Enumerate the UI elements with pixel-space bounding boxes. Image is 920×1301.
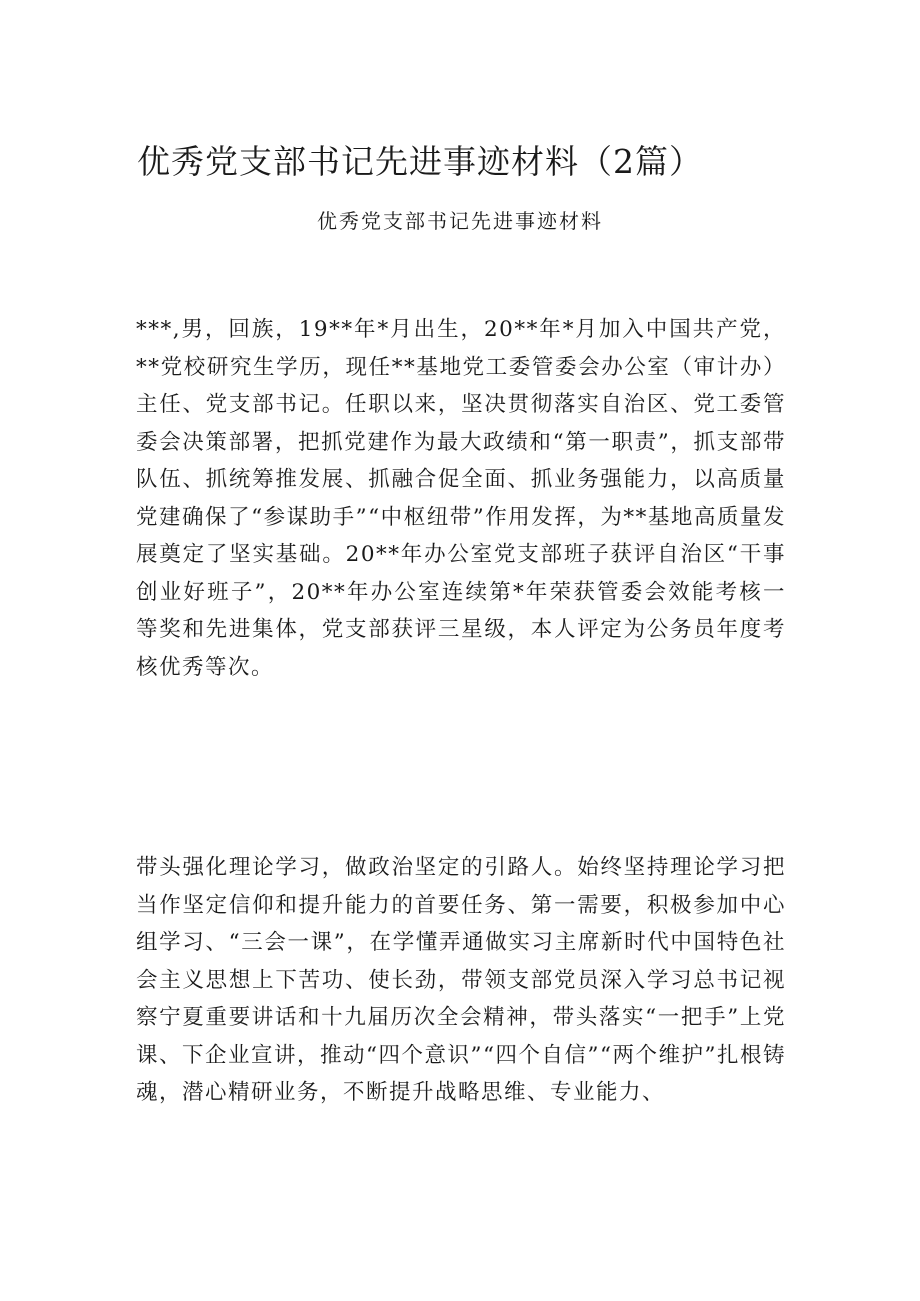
document-subtitle: 优秀党支部书记先进事迹材料 [317, 209, 603, 233]
body-paragraph: ***,男，回族，19**年*月出生，20**年*月加入中国共产党，**党校研究生学历，现任**基地党工委管委会办公室（审计办）主任、党支部书记。任职以来，坚决贯彻落实自治区、党工委管委会决策部署，把抓党建作为最大政绩和“第一职责”，抓支部带队伍、抓统筹推发展、抓融合促全面、抓业务强能力，以高质量党建确保了“参谋助手”“中枢纽带”作用发挥，为**基地高质量发展奠定了坚实基础。20**年办公室党支部班子获评自治区“干事创业好班子”，20**年办公室连续第*年荣获管委会效能考核一等奖和先进集体，党支部获评三星级，本人评定为公务员年度考核优秀等次。 [136, 317, 786, 680]
document-title: 优秀党支部书记先进事迹材料（2篇） [137, 142, 703, 181]
body-paragraph: 带头强化理论学习，做政治坚定的引路人。始终坚持理论学习把当作坚定信仰和提升能力的首要任务、第一需要，积极参加中心组学习、“三会一课”，在学懂弄通做实习主席新时代中国特色社会主义思想上下苦功、使长劲，带领支部党员深入学习总书记视察宁夏重要讲话和十九届历次全会精神，带头落实“一把手”上党课、下企业宣讲，推动“四个意识”“四个自信”“两个维护”扎根铸魂，潜心精研业务，不断提升战略思维、专业能力、 [136, 855, 786, 1105]
